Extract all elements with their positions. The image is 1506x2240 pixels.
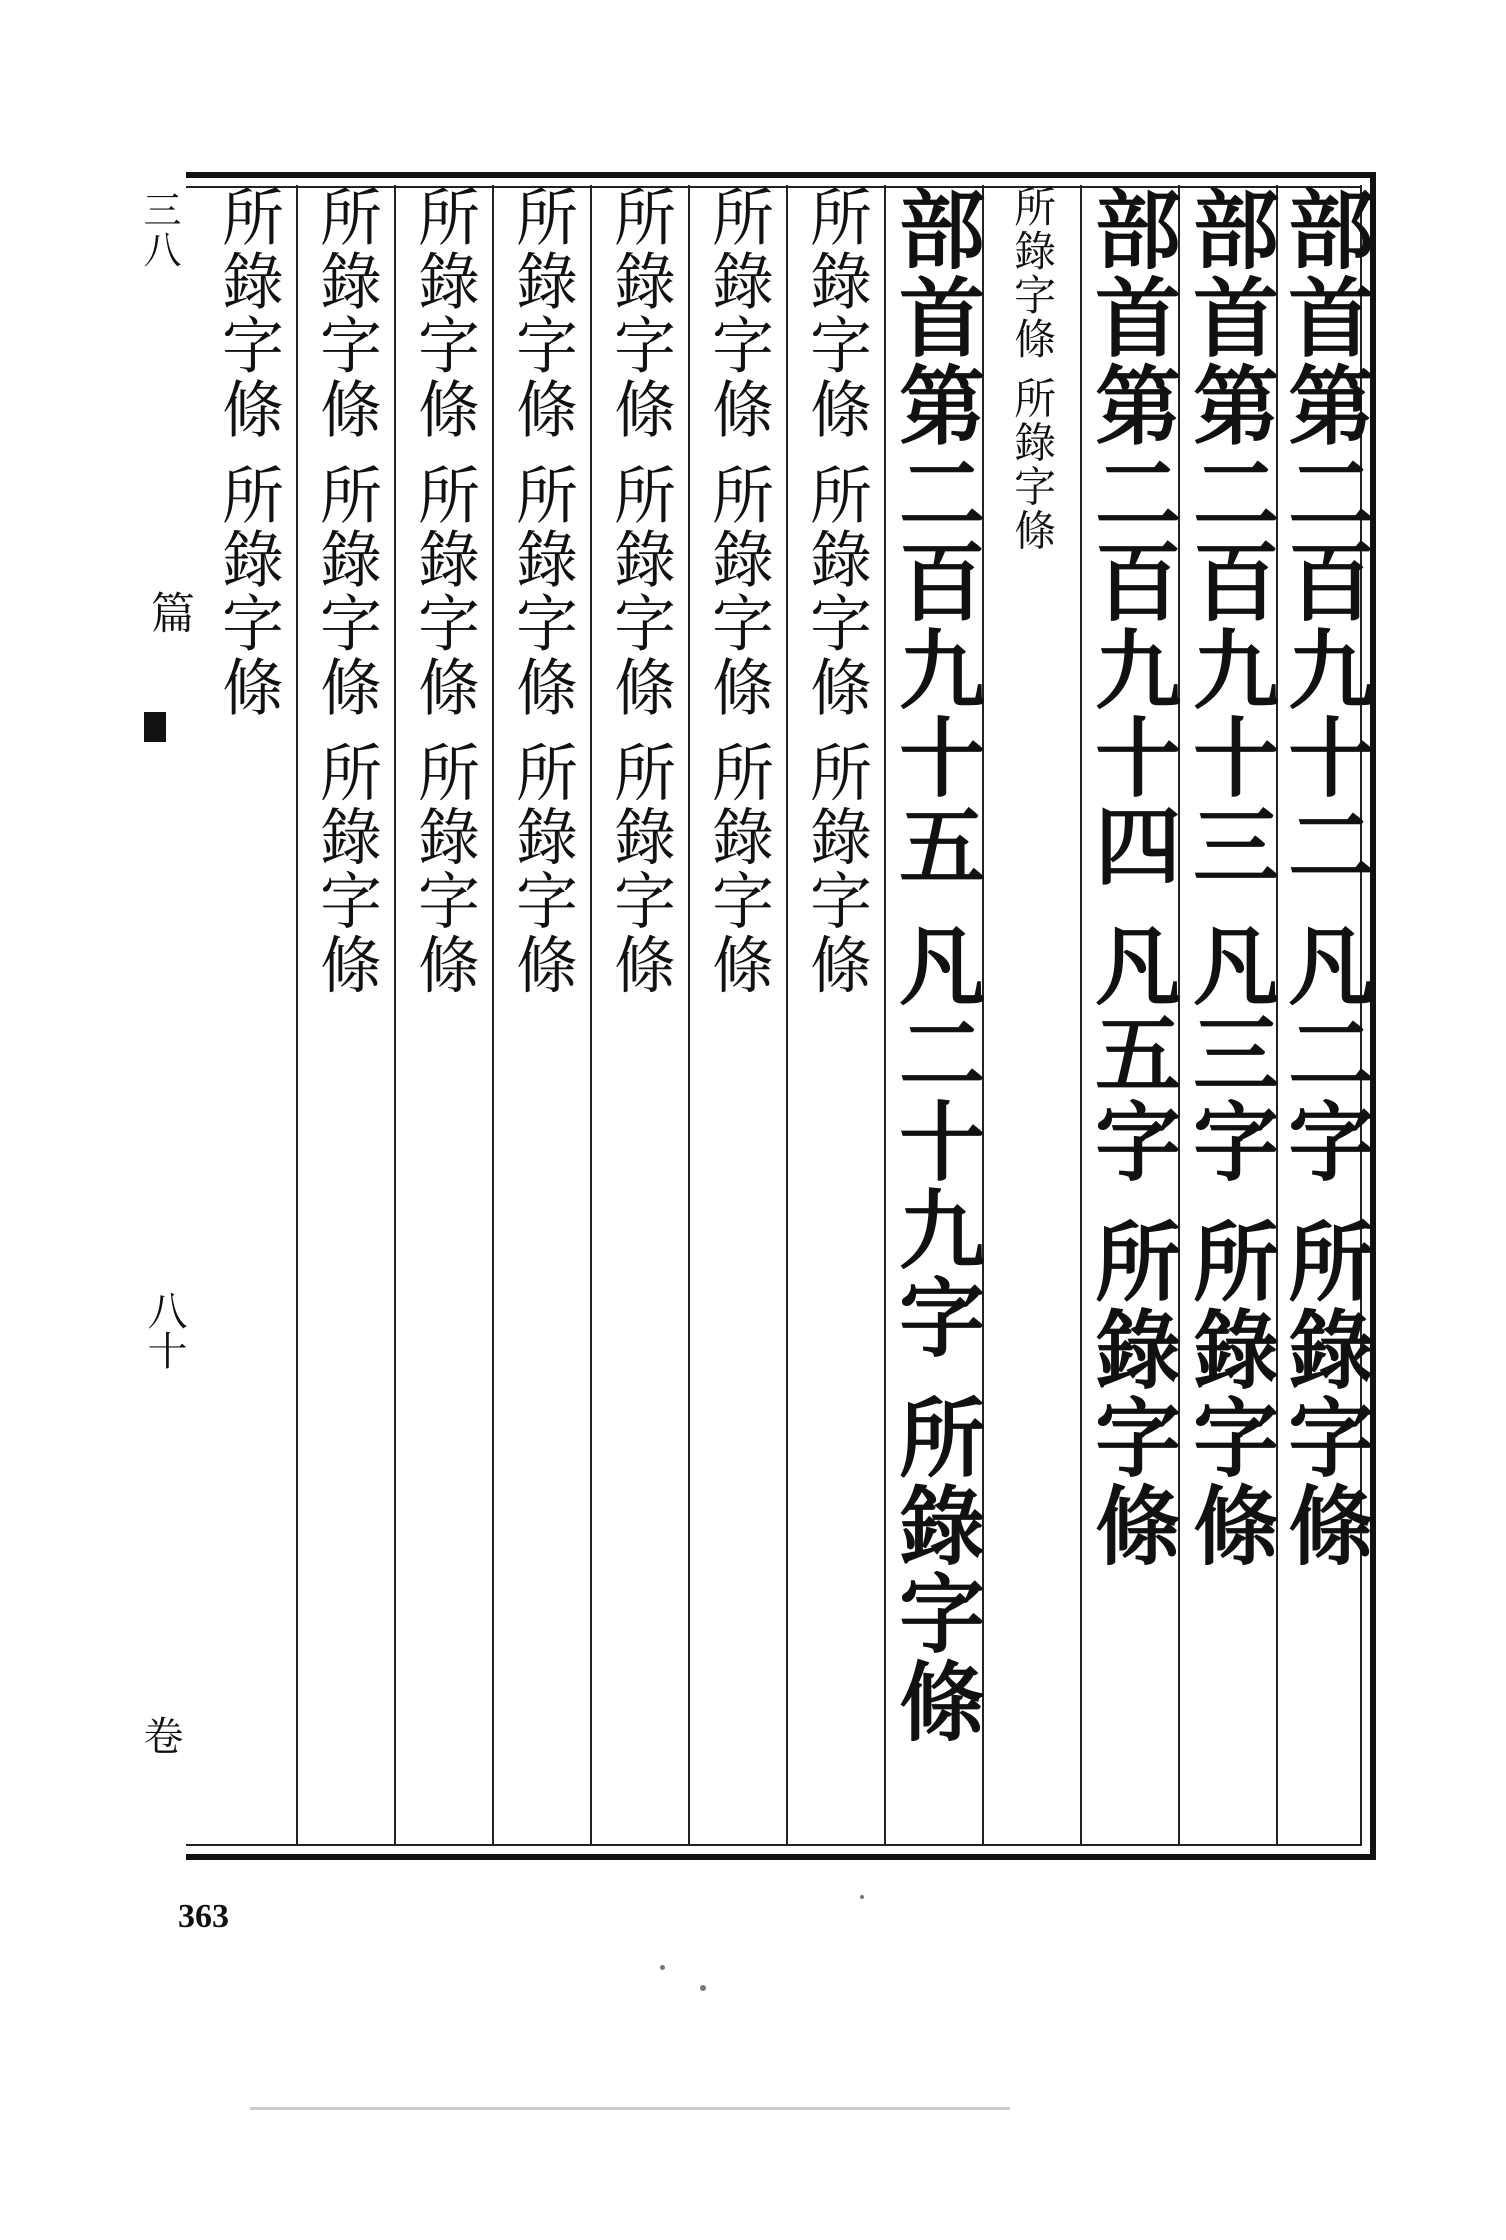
- text-column: [396, 185, 494, 1845]
- column-text: 部首第二百九十二 凡二字 所錄字條: [1273, 185, 1375, 1569]
- margin-bottom-text: 卷: [137, 1715, 183, 1755]
- margin-black-mark: [144, 712, 166, 742]
- column-text: 所錄字條 所錄字條 所錄字條: [799, 185, 873, 997]
- column-text: 所錄字條 所錄字條 所錄字條: [603, 185, 677, 997]
- text-column: [592, 185, 690, 1845]
- text-column: [984, 185, 1082, 1845]
- scan-speck: [860, 1895, 864, 1899]
- scan-speck: [660, 1965, 665, 1970]
- text-column: [298, 185, 396, 1845]
- column-text: 部首第二百九十四 凡五字 所錄字條: [1080, 185, 1182, 1569]
- margin-mid-text: 八十: [141, 1290, 187, 1370]
- margin-side-text: 篇: [143, 590, 194, 634]
- text-column: [886, 185, 984, 1845]
- text-column: [200, 185, 298, 1845]
- column-text: 所錄字條 所錄字條 所錄字條: [309, 185, 383, 997]
- text-column: [1273, 185, 1375, 1845]
- column-text: 所錄字條 所錄字條 所錄字條: [505, 185, 579, 997]
- column-text: 部首第二百九十三 凡三字 所錄字條: [1178, 185, 1280, 1569]
- scan-line: [250, 2107, 1010, 2110]
- column-text: 所錄字條 所錄字條: [211, 185, 285, 719]
- text-column: [1082, 185, 1180, 1845]
- text-column: [1180, 185, 1278, 1845]
- column-text: 所錄字條 所錄字條: [1008, 185, 1058, 553]
- column-text: 部首第二百九十五 凡二十九字 所錄字條: [884, 185, 986, 1745]
- column-text: 所錄字條 所錄字條 所錄字條: [701, 185, 775, 997]
- scan-speck: [700, 1985, 706, 1991]
- text-column: [690, 185, 788, 1845]
- text-column: [494, 185, 592, 1845]
- column-text: 所錄字條 所錄字條 所錄字條: [407, 185, 481, 997]
- fore-edge-margin: [148, 172, 186, 1860]
- text-column: [788, 185, 886, 1845]
- margin-top-text: 三八: [137, 190, 181, 270]
- page-number: 363: [178, 1898, 229, 1935]
